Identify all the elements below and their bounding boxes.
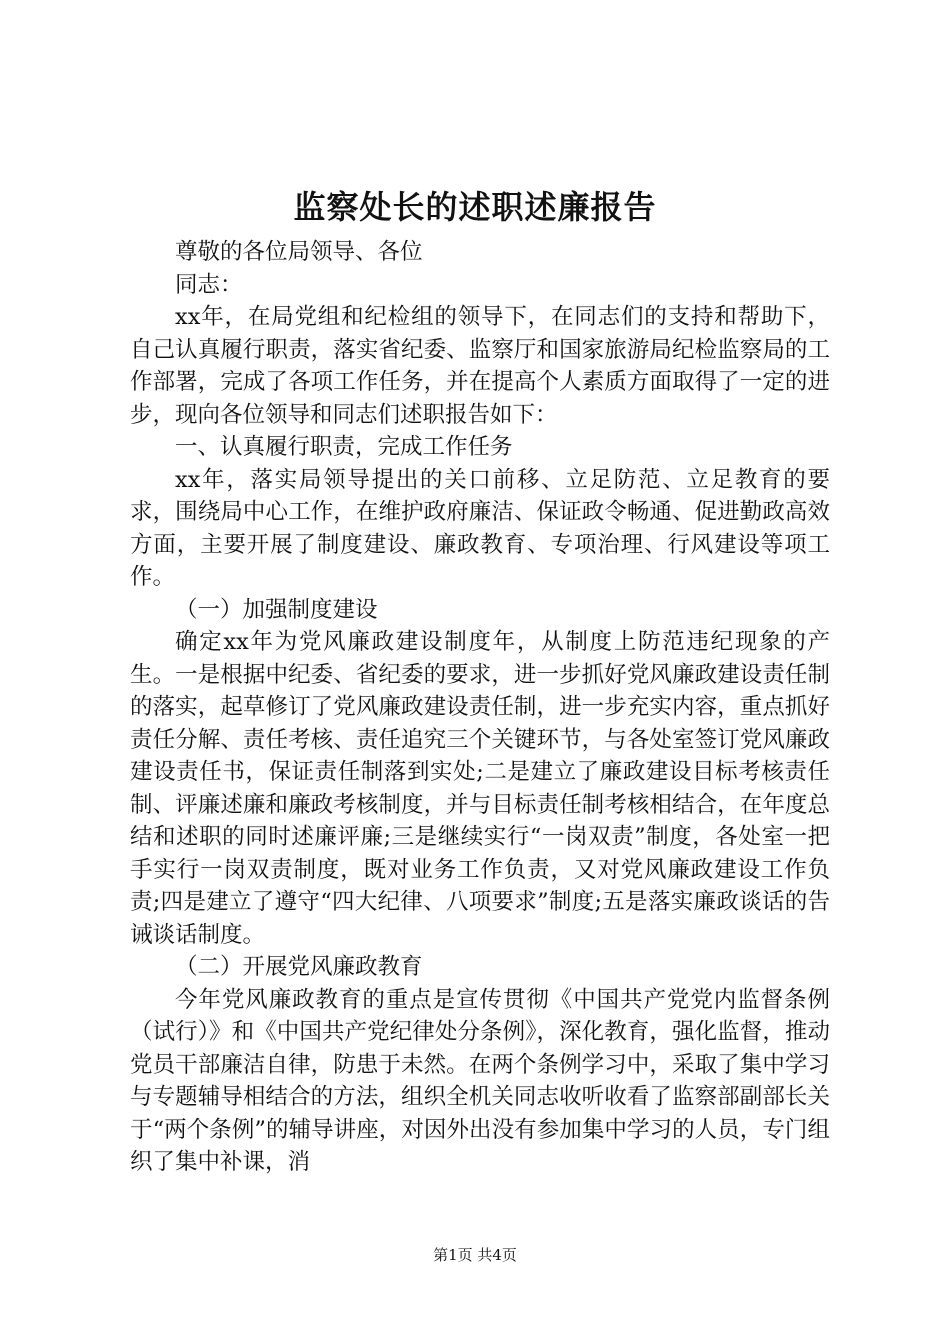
salutation-line-2: 同志：	[175, 271, 243, 298]
subsection-heading-2: （二）开展党风廉政教育	[175, 954, 423, 980]
intro-paragraph: xx年，在局党组和纪检组的领导下，在同志们的支持和帮助下，自己认真履行职责，落实省纪委、监察厅和国家旅游局纪检监察局的工作部署，完成了各项工作任务，并在提高个人素质方面取得了一定的进步，现向各位领导和同志们述职报告如下：	[130, 304, 830, 428]
section-heading-1: 一、认真履行职责，完成工作任务	[175, 434, 513, 460]
subsection-heading-1: （一）加强制度建设	[175, 596, 378, 623]
document-title: 监察处长的述职述廉报告	[293, 188, 657, 226]
subsection-1-paragraph: 确定xx年为党风廉政建设制度年，从制度上防范违纪现象的产生。一是根据中纪委、省纪委的要求，进一步抓好党风廉政建设责任制的落实，起草修订了党风廉政建设责任制，进一步充实内容，重点抓好责任分解、责任考核、责任追究三个关键环节，与各处室签订党风廉政建设责任书，保证责任制落到实处;二是建立了廉政建设目标考核责任制、评廉述廉和廉政考核制度，并与目标责任制考核相结合，在年度总结和述职的同时述廉评廉;三是继续实行“一岗双责”制度，各处室一把手实行一岗双责制度，既对业务工作负责，又对党风廉政建设工作负责;四是建立了遵守“四大纪律、八项要求”制度;五是落实廉政谈话的告诫谈话制度。	[130, 629, 830, 948]
page-footer: 第1页 共4页	[433, 1246, 517, 1264]
section-1-paragraph: xx年，落实局领导提出的关口前移、立足防范、立足教育的要求，围绕局中心工作，在维护政府廉洁、保证政令畅通、促进勤政高效方面，主要开展了制度建设、廉政教育、专项治理、行风建设等项工作。	[130, 466, 830, 590]
subsection-2-paragraph: 今年党风廉政教育的重点是宣传贯彻《中国共产党党内监督条例（试行）》和《中国共产党纪律处分条例》，深化教育，强化监督，推动党员干部廉洁自律，防患于未然。在两个条例学习中，采取了集中学习与专题辅导相结合的方法，组织全机关同志收听收看了监察部副部长关于“两个条例”的辅导讲座，对因外出没有参加集中学习的人员，专门组织了集中补课，消	[130, 986, 830, 1175]
document-body	[130, 236, 830, 1179]
salutation-line-1: 尊敬的各位局领导、各位	[175, 239, 423, 265]
